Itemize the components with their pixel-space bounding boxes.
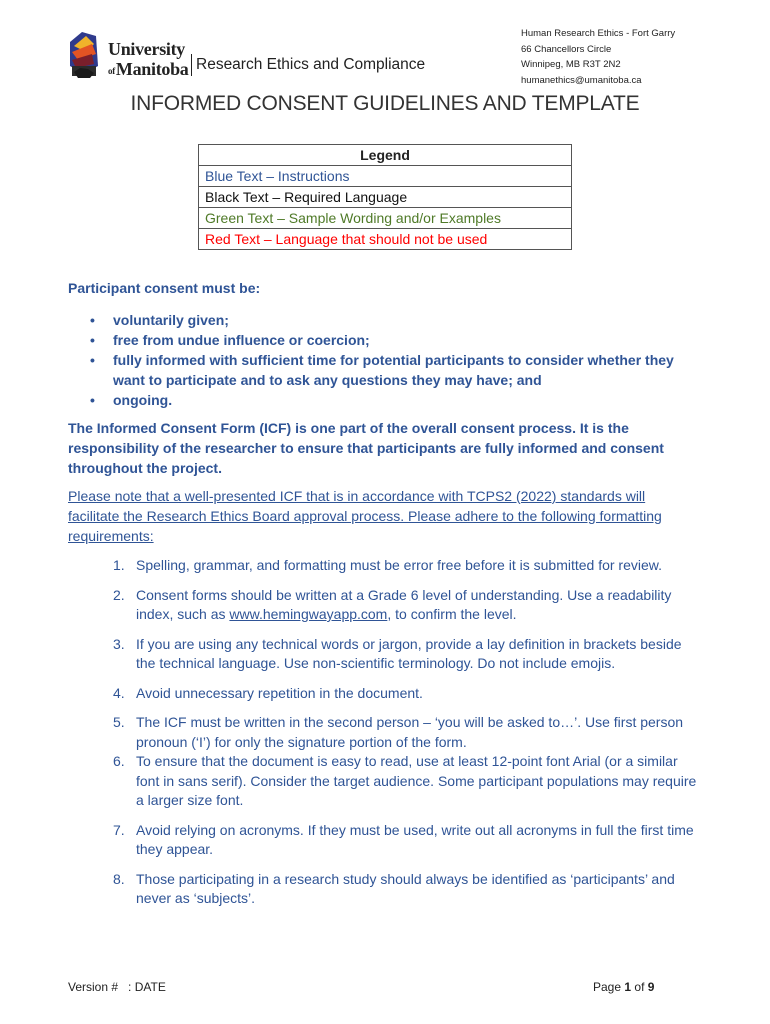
list-item: • voluntarily given; [90,312,229,328]
consent-bullet-list [68,310,698,410]
version-date: Version # : DATE [68,980,166,994]
section-heading: Participant consent must be: [68,280,261,296]
list-item: 8. Those participating in a research study should always be identified as ‘participants’ and never as ‘subjects’. [113,870,675,906]
address-email: humanethics@umanitoba.ca [521,74,642,86]
bullet-icon: • [90,332,95,348]
legend-heading: Legend [199,145,572,166]
list-item: 4. Avoid unnecessary repetition in the document. [113,684,423,701]
list-item: 3. If you are using any technical words or jargon, provide a lay definition in brackets beside the technical language. Use non-scientific terminology. Do not include emojis. [113,635,682,671]
formatting-requirements-list [68,556,698,909]
bullet-icon: • [90,312,95,328]
address-line: Winnipeg, MB R3T 2N2 [521,59,621,70]
list-item: 6. To ensure that the document is easy to read, use at least 12-point font Arial (or a similar font in sans serif). Consider the target audience. Some participant populations may require a larger size font. [113,753,697,808]
legend-row-blue: Blue Text – Instructions [199,166,572,187]
list-item: 5. The ICF must be written in the second person – ‘you will be asked to…’. Use first person pronoun (‘I’) for only the signature portion of the form. [113,714,684,750]
legend-table [198,144,572,250]
page-number: Page 1 of 9 [593,980,655,994]
list-item: 1. Spelling, grammar, and formatting must be error free before it is submitted for review. [113,557,663,573]
legend-row-red: Red Text – Language that should not be used [199,229,572,250]
list-item: 7. Avoid relying on acronyms. If they must be used, write out all acronyms in full the first time they appear. [113,821,694,857]
legend-row-black: Black Text – Required Language [199,187,572,208]
list-item: • free from undue influence or coercion; [90,332,370,348]
page-title: INFORMED CONSENT GUIDELINES AND TEMPLATE [130,92,640,115]
department-name: Research Ethics and Compliance [191,54,425,76]
bullet-icon: • [90,352,95,368]
formatting-note: Please note that a well-presented ICF that is in accordance with TCPS2 (2022) standards will facilitate the Research Ethics Board approval process. Please adhere to the following formatting requirements: [68,488,662,544]
icf-paragraph: The Informed Consent Form (ICF) is one part of the overall consent process. It is the responsibility of the researcher to ensure that participants are fully informed and consent throughout the project. [68,420,664,476]
list-item: 2. Consent forms should be written at a Grade 6 level of understanding. Use a readability index, such as www.hemingwayapp.com, to confirm the level. [113,586,672,622]
bullet-icon: • [90,392,95,408]
address-line: Human Research Ethics - Fort Garry [521,28,676,39]
hemingway-link[interactable]: www.hemingwayapp.com [229,606,388,622]
list-item: • fully informed with sufficient time for potential participants to consider whether they want to participate and to ask any questions they may have; and [90,352,674,388]
logo-wordmark-manitoba: ofManitoba [108,59,189,79]
legend-row-green: Green Text – Sample Wording and/or Examples [199,208,572,229]
list-item: • ongoing. [90,392,173,408]
contact-address [521,26,675,88]
address-line: 66 Chancellors Circle [521,43,612,55]
logo-wordmark-university: University [108,39,185,59]
